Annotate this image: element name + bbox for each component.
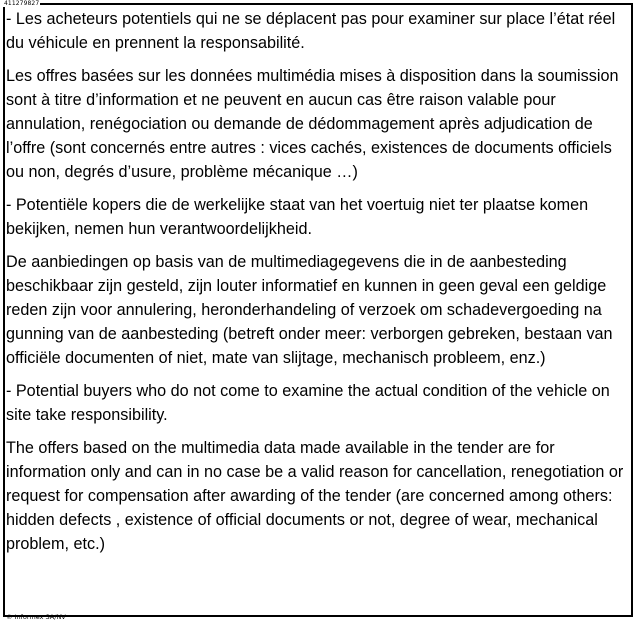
- paragraph-fr-disclaimer-offers: Les offres basées sur les données multimédia mises à disposition dans la soumission sont à titre d’information et ne peuvent en aucun cas être raison valable pour annulation, renégociation ou demande de dédommagement après adjudication de l’offre (sont concernés entre autres : vices cachés, existences de documents officiels ou non, degrés d’usure, problème mécanique …): [6, 67, 619, 181]
- document-body: [6, 7, 630, 565]
- paragraph-en-disclaimer-offers: The offers based on the multimedia data made available in the tender are for information only and can in no case be a valid reason for cancellation, renegotiation or request for compensation after awarding of the tender (are concerned among others: hidden defects , existence of official documents or not, degree of wear, mechanical problem, etc.): [6, 439, 624, 553]
- paragraph-nl-disclaimer-buyers: - Potentiële kopers die de werkelijke staat van het voertuig niet ter plaatse komen bekijken, nemen hun verantwoordelijkheid.: [6, 196, 589, 238]
- copyright-footer: © Informex SA/NV: [6, 613, 66, 621]
- paragraph-en-disclaimer-buyers: - Potential buyers who do not come to examine the actual condition of the vehicle on site take responsibility.: [6, 382, 610, 424]
- document-id-label: 411279827: [4, 0, 40, 7]
- paragraph-nl-disclaimer-offers: De aanbiedingen op basis van de multimediagegevens die in de aanbesteding beschikbaar zijn gesteld, zijn louter informatief en kunnen in geen geval een geldige reden zijn voor annulering, heronderhandeling of verzoek om schadevergoeding na gunning van de aanbesteding (betreft onder meer: verborgen gebreken, bestaan van officiële documenten of niet, mate van slijtage, mechanisch probleem, enz.): [6, 253, 613, 367]
- paragraph-fr-disclaimer-buyers: - Les acheteurs potentiels qui ne se déplacent pas pour examiner sur place l’état réel du véhicule en prennent la responsabilité.: [6, 10, 616, 52]
